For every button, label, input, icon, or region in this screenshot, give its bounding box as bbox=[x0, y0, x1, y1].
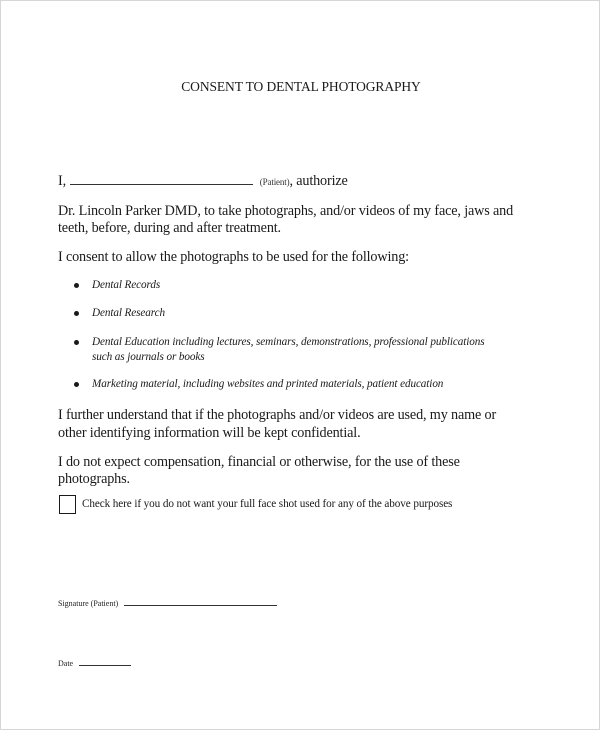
patient-name-field[interactable] bbox=[70, 173, 253, 185]
bullet-icon bbox=[74, 311, 79, 316]
authorize-suffix: , authorize bbox=[289, 173, 348, 189]
opt-out-checkbox[interactable] bbox=[59, 495, 76, 514]
signature-field[interactable] bbox=[124, 597, 277, 606]
date-field[interactable] bbox=[79, 657, 131, 666]
bullet-icon bbox=[74, 340, 79, 345]
paragraph-authorization-line-1: Dr. Lincoln Parker DMD, to take photographs, and/or videos of my face, jaws and bbox=[58, 203, 514, 219]
signature-line bbox=[58, 593, 277, 611]
document-title: CONSENT TO DENTAL PHOTOGRAPHY bbox=[181, 79, 421, 94]
paragraph-compensation-line-1: I do not expect compensation, financial or otherwise, for the use of these bbox=[58, 454, 460, 470]
paragraph-consent-uses: I consent to allow the photographs to be used for the following: bbox=[58, 249, 409, 265]
list-item-text: Dental Education including lectures, seminars, demonstrations, professional publications bbox=[92, 336, 485, 348]
paragraph-authorization-line-2: teeth, before, during and after treatment. bbox=[58, 220, 281, 236]
paragraph-confidentiality-line-2: other identifying information will be kept confidential. bbox=[58, 425, 361, 441]
paragraph-compensation-line-2: photographs. bbox=[58, 471, 130, 487]
paragraph-confidentiality-line-1: I further understand that if the photographs and/or videos are used, my name or bbox=[58, 407, 497, 423]
signature-label: Signature (Patient) bbox=[58, 599, 119, 608]
list-item-text: Dental Research bbox=[92, 307, 165, 319]
list-item-text: Marketing material, including websites and printed materials, patient education bbox=[92, 378, 444, 390]
authorize-prefix: I, bbox=[58, 173, 66, 189]
bullet-icon bbox=[74, 283, 79, 288]
patient-note: (Patient) bbox=[259, 177, 290, 187]
bullet-icon bbox=[74, 382, 79, 387]
authorize-line bbox=[58, 172, 348, 191]
list-item-text-continued: such as journals or books bbox=[92, 351, 205, 363]
date-label: Date bbox=[58, 659, 74, 668]
list-item-text: Dental Records bbox=[92, 279, 161, 291]
opt-out-label: Check here if you do not want your full face shot used for any of the above purposes bbox=[82, 498, 453, 510]
date-line bbox=[58, 653, 131, 671]
